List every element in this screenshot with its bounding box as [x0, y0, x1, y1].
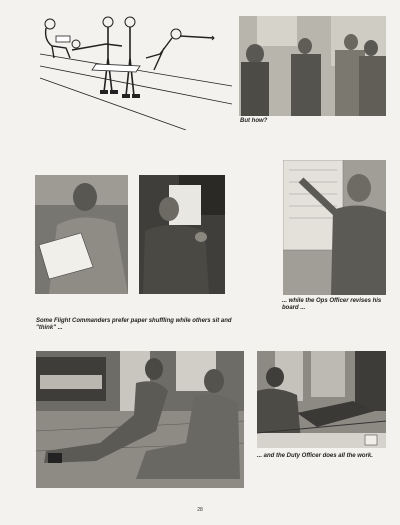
ops-officer-board-photo — [283, 160, 386, 295]
flight-commander-paper-photo — [35, 175, 128, 294]
caption-ops-officer: ... while the Ops Officer revises his board ... — [282, 298, 382, 311]
caption-flight-commanders: Some Flight Commanders prefer paper shuffling while others sit and "think" ... — [36, 318, 232, 331]
caption-but-how: But how? — [240, 118, 268, 124]
caption-duty-officer: ... and the Duty Officer does all the work. — [257, 453, 373, 459]
officer-thinking-photo — [139, 175, 225, 294]
duty-officer-photo — [257, 351, 386, 448]
cartoon-illustration — [36, 14, 232, 130]
officers-lounging-photo — [36, 351, 244, 488]
page-number: 28 — [197, 507, 203, 513]
officers-standing-photo — [239, 16, 386, 116]
